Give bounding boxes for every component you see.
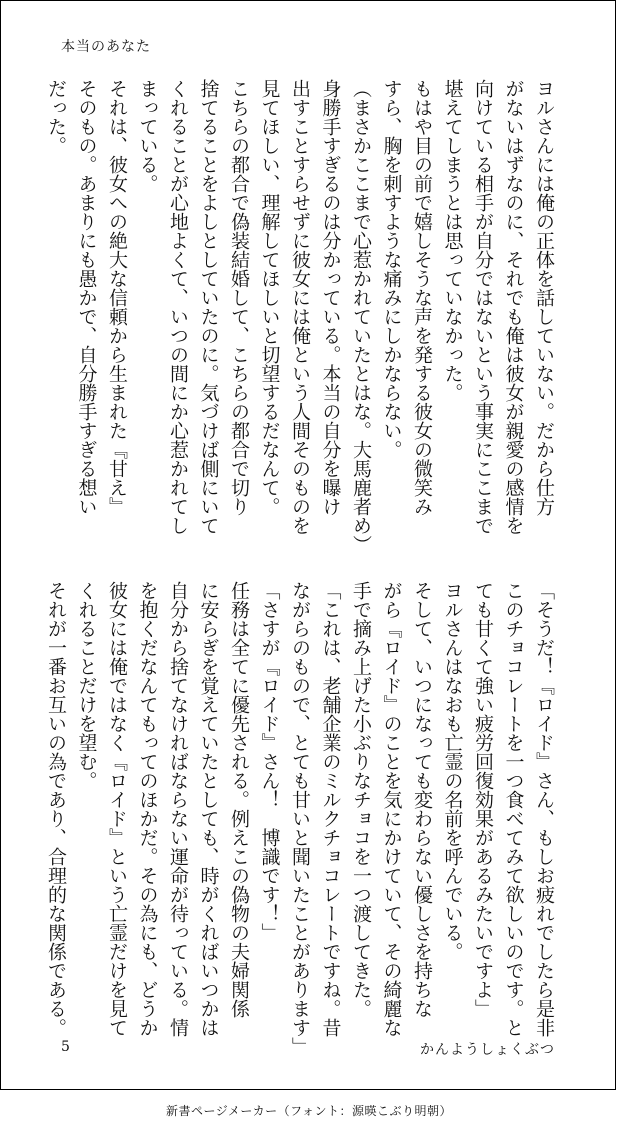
page-number: 5 <box>61 1039 70 1055</box>
text-line: くれることだけを望む。 <box>75 581 98 790</box>
text-line: そのもの。あまりにも愚かで、自分勝手すぎる想い <box>75 79 98 516</box>
text-line: だった。 <box>45 79 67 155</box>
text-line: ても甘くて強い疲労回復効果があるみたいですよ」 <box>472 581 494 1018</box>
text-line: まっている。 <box>136 79 159 193</box>
text-line: こちらの都合で偽装結婚して、こちらの都合で切り <box>228 79 250 516</box>
text-line: 捨てることをよしとしていたのに。気づけば側にいて <box>197 79 220 535</box>
text-line: このチョコレートを一つ食べてみて欲しいのです。と <box>502 581 525 1037</box>
text-line: 向けている相手が自分ではないという事実にここまで <box>472 79 494 535</box>
text-line: もはや目の前で嬉しそうな声を発する彼女の微笑み <box>411 79 433 516</box>
text-line: それは、彼女への絶大な信頼から生まれた『甘え』 <box>106 79 128 516</box>
text-line: くれることが心地よくて、いつの間にか心惹かれてし <box>167 79 189 535</box>
text-line: 任務は全てに優先される。例えこの偽物の夫婦関係 <box>228 581 250 1018</box>
text-line: （まさかここまで心惹かれていたとはな。大馬鹿者め） <box>350 79 372 554</box>
text-line: 「そうだ！『ロイド』さん、もしお疲れでしたら是非 <box>533 581 555 1037</box>
text-line: 「さすが『ロイド』さん！ 博識です！」 <box>258 581 281 942</box>
text-line: 「これは、老舗企業のミルクチョコレートですね。昔 <box>319 581 342 1037</box>
text-line: すら、胸を刺すような痛みにしかならない。 <box>380 79 403 459</box>
text-line: 出すことすらせずに彼女には俺という人間そのものを <box>289 79 311 535</box>
text-line: そして、いつになっても変わらない優しさを持ちな <box>411 581 433 1018</box>
text-line: がら『ロイド』のことを気にかけていて、その綺麗な <box>380 581 403 1037</box>
text-line: 身勝手すぎるのは分かっている。本当の自分を曝け <box>319 79 342 516</box>
text-line: それが一番お互いの為であり、合理的な関係である。 <box>45 581 67 1037</box>
text-line: に安らぎを覚えていたとしても、時がくればいつかは <box>197 581 220 1037</box>
text-line: 見てほしい、理解してほしいと切望するだなんて。 <box>258 79 281 516</box>
text-line: ながらのもので、とても甘いと聞いたことがあります」 <box>289 581 311 1056</box>
footer-title: かんようしょくぶつ <box>420 1042 555 1058</box>
text-line: 手で摘み上げた小ぶりなチョコを一つ渡してきた。 <box>350 581 372 1018</box>
text-line: 堪えてしまうとは思っていなかった。 <box>441 79 464 402</box>
text-line: がないはずなのに、それでも俺は彼女が親愛の感情を <box>502 79 525 535</box>
maker-caption: 新書ページメーカー（フォント：源暎こぶり明朝） <box>165 1104 453 1118</box>
text-line: 自分から捨てなければならない運命が待っている。情 <box>167 581 189 1037</box>
text-line: ヨルさんはなおも亡霊の名前を呼んでいる。 <box>441 581 464 961</box>
text-line: 彼女には俺ではなく『ロイド』という亡霊だけを見て <box>106 581 128 1037</box>
text-line: を抱くだなんてもってのほかだ。その為にも、どうか <box>136 581 159 1037</box>
running-title: 本当のあなた <box>61 39 151 55</box>
body-text-upper <box>45 79 559 554</box>
text-line: ヨルさんには俺の正体を話していない。だから仕方 <box>533 79 555 516</box>
